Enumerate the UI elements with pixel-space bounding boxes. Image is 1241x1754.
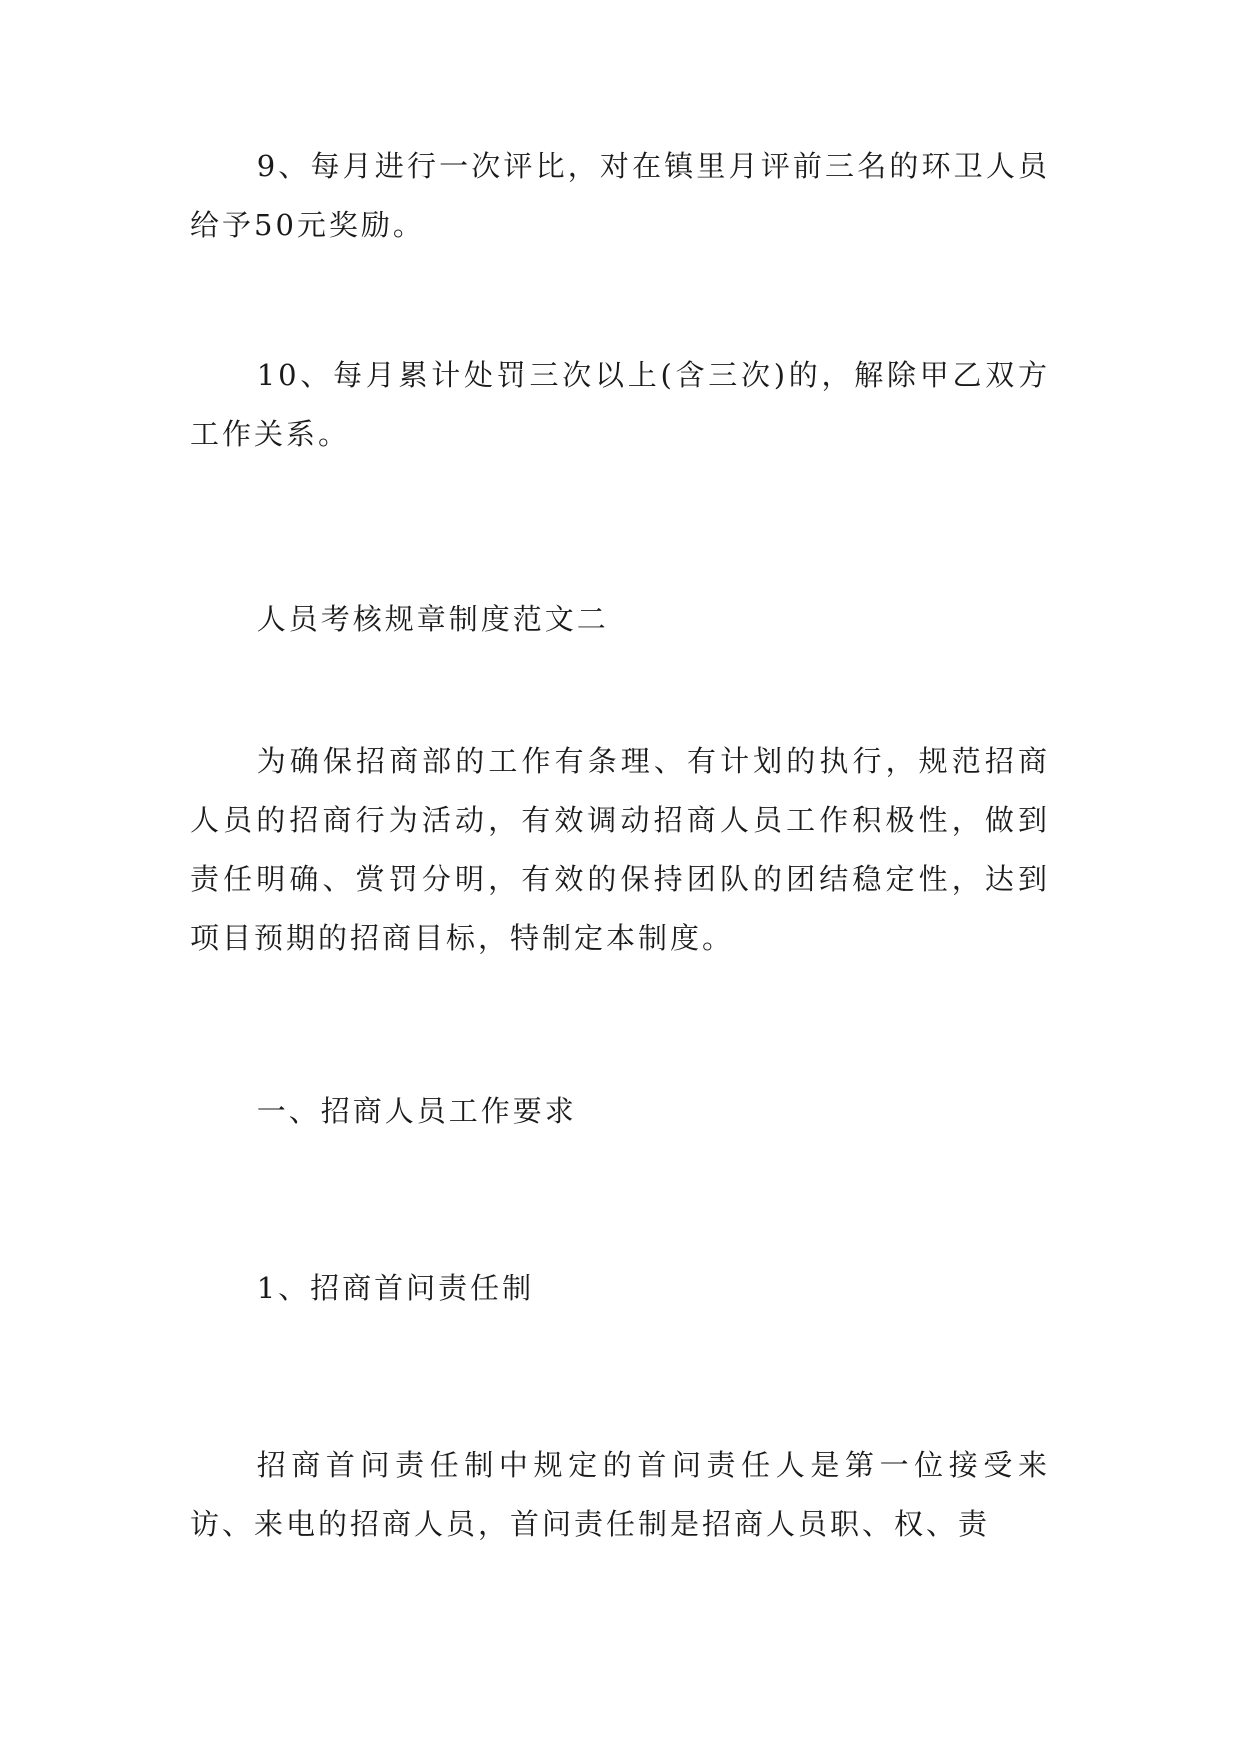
body-paragraph: 招商首问责任制中规定的首问责任人是第一位接受来访、来电的招商人员，首问责任制是招商人员职、权、责 [190, 1448, 1050, 1541]
paragraph-item-10: 10、每月累计处罚三次以上(含三次)的，解除甲乙双方工作关系。 [190, 358, 1050, 451]
paragraph-item-9: 9、每月进行一次评比，对在镇里月评前三名的环卫人员给予50元奖励。 [190, 149, 1050, 242]
subsection-heading-1: 1、招商首问责任制 [256, 1271, 535, 1305]
section-title: 人员考核规章制度范文二 [256, 602, 609, 636]
intro-paragraph: 为确保招商部的工作有条理、有计划的执行，规范招商人员的招商行为活动，有效调动招商人员工作积极性，做到责任明确、赏罚分明，有效的保持团队的团结稳定性，达到项目预期的招商目标，特制定本制度。 [190, 744, 1050, 955]
section-heading-1: 一、招商人员工作要求 [256, 1094, 577, 1128]
